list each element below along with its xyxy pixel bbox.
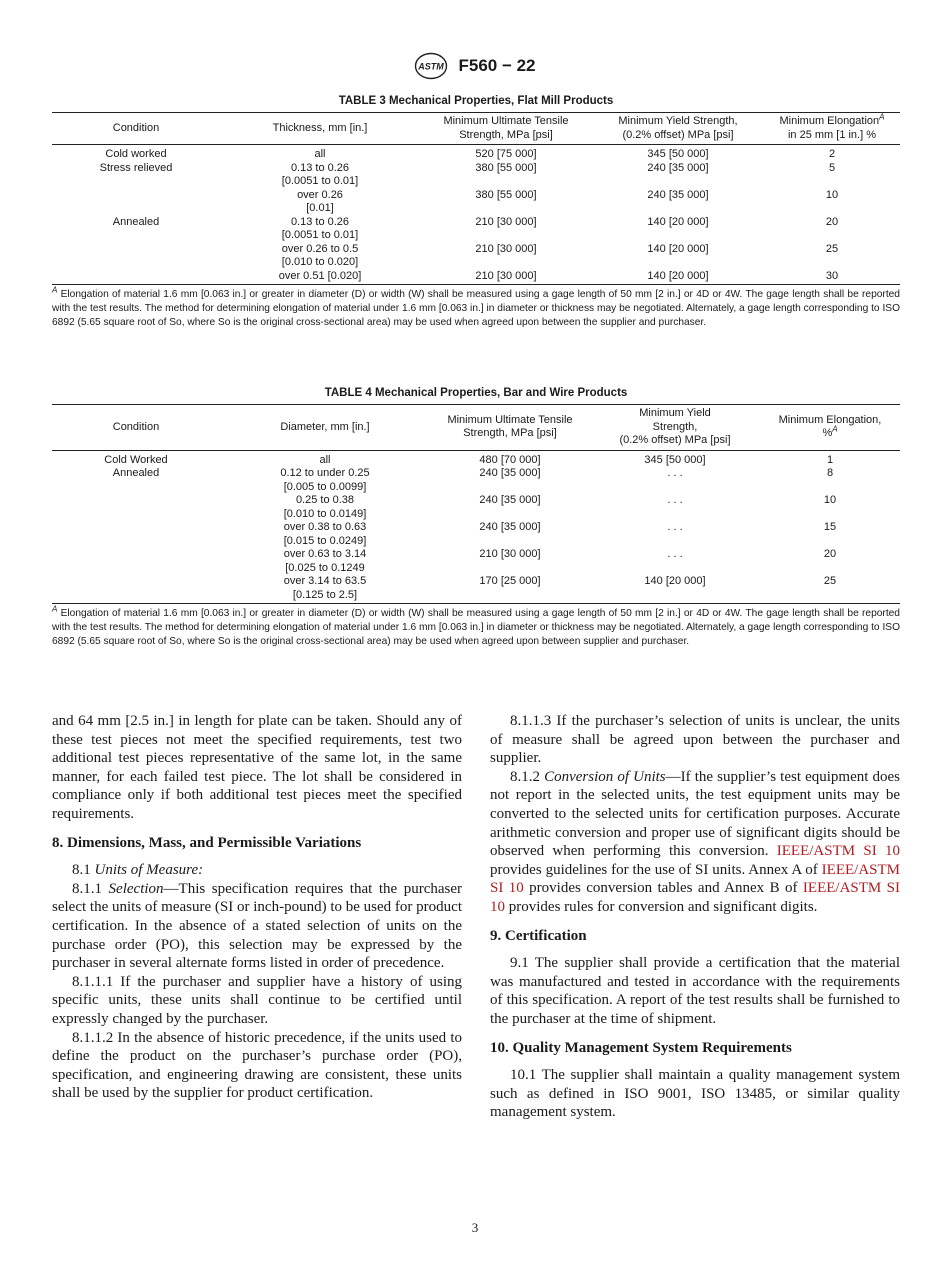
table-row: over 0.26 [0.01] 380 [55 000] 240 [35 000] 10 [297, 188, 839, 214]
table-row: over 0.38 to 0.63 [0.015 to 0.0249] 240 [35 000] . . . 15 [283, 521, 837, 547]
table-row: over 3.14 to 63.5 [0.125 to 2.5] 170 [25 000] 140 [20 000] 25 [283, 575, 837, 601]
astm-logo-icon [414, 52, 448, 80]
col-header-uts: Minimum Ultimate Tensile Strength, MPa [psi] [430, 405, 590, 451]
table-row: Cold worked all 520 [75 000] 345 [50 000] 2 [105, 148, 836, 160]
col-header-yield: Minimum Yield Strength, (0.2% offset) MPa [psi] [592, 113, 764, 145]
col-header-yield: Minimum Yield Strength, (0.2% offset) MPa [psi] [590, 405, 760, 451]
table-row: 0.25 to 0.38 [0.010 to 0.0149] 240 [35 000] . . . 10 [283, 494, 837, 520]
col-header-elongation: Minimum Elongation, %$^A$ [760, 405, 900, 451]
table-3-footnote: $^A$ Elongation of material 1.6 mm [0.063 in.] or greater in diameter (D) or width (W) shall be measured using a gage length of 50 mm [2 in.] or 4D or 4W. The gage length shall be reported with the test results. The method for determining elongation of material under 1.6 mm [0.063 in.] in diameter or thickness may be negotiated. Alternately, a gage length corresponding to ISO 6892 (5.65 square root of So, where So is the original cross-sectional area) may be used when agreed upon between the supplier and purchaser. [52, 285, 900, 329]
col-header-uts: Minimum Ultimate Tensile Strength, MPa [psi] [420, 113, 592, 145]
page-header [0, 52, 950, 86]
page-number: 3 [471, 1220, 479, 1235]
paragraph-8-1-2: 8.1.2 Conversion of Units—If the supplier’s test equipment does not report in the selected units, the test equipment units may be converted to the selected units for certification purposes. Accurate arithmetic conversion and proper use of significant digits should be observed when performing this conversion. IEEE/ASTM SI 10 provides guidelines for the use of SI units. Annex A of IEEE/ASTM SI 10 provides conversion tables and Annex B of IEEE/ASTM SI 10 provides rules for conversion and significant digits. [490, 768, 901, 915]
section-9-heading: 9. Certification [490, 927, 587, 944]
paragraph-8-1-1: 8.1.1 Selection—This specification requires that the purchaser select the units of measure (SI or inch-pound) to be used for product certification. In the absence of a stated selection of units on the purchase order (PO), this selection may be expressed by the purchaser in several alternate forms listed in order of precedence. [52, 880, 462, 972]
table-row: over 0.63 to 3.14 [0.025 to 0.1249 210 [30 000] . . . 20 [283, 548, 837, 574]
table-4 [52, 387, 900, 650]
table-3-caption: TABLE 3 Mechanical Properties, Flat Mill Products [338, 95, 614, 107]
paragraph-8-1-1-1: 8.1.1.1 If the purchaser and supplier have a history of using specific units, these units shall continue to be certified until expressly changed by the purchaser. [52, 973, 462, 1027]
paragraph-9-1: 9.1 The supplier shall provide a certification that the material was manufactured and tested in accordance with the requirements of this specification. A report of the test results shall be furnished to the purchaser at the time of shipment. [490, 955, 900, 1027]
ieee-astm-si10-link[interactable]: IEEE/ASTM SI 10 [490, 861, 900, 897]
table-4-caption: TABLE 4 Mechanical Properties, Bar and Wire Products [324, 387, 628, 399]
col-header-elongation: Minimum Elongation$^A$ in 25 mm [1 in.] % [764, 113, 900, 145]
table-row: Annealed 0.12 to under 0.25 [0.005 to 0.0099] 240 [35 000] . . . 8 [112, 467, 834, 493]
table-3-grid [52, 112, 900, 285]
paragraph-8-1-1-2: 8.1.1.2 In the absence of historic precedence, if the units used to define the product on the purchaser’s purchase order (PO), specification, and engineering drawing are consistent, these units shall be used by the supplier for product certification. [52, 1029, 462, 1102]
col-header-diameter: Diameter, mm [in.] [220, 405, 430, 451]
table-4-footnote: $^A$ Elongation of material 1.6 mm [0.063 in.] or greater in diameter (D) or width (W) shall be measured using a gage length of 50 mm [2 in.] or 4D or 4W. The gage length shall be reported with the test results. The method for determining elongation of material under 1.6 mm [0.063 in.] in diameter or thickness may be negotiated. Alternately, a gage length corresponding to ISO 6892 (5.65 square root of So, where So is the original cross-sectional area) may be used when agreed upon between supplier and purchaser. [52, 604, 900, 648]
left-column [52, 712, 462, 1103]
table-row: over 0.51 [0.020] 210 [30 000] 140 [20 000] 30 [278, 269, 839, 282]
table-4-grid [52, 404, 900, 604]
table-row: Stress relieved 0.13 to 0.26 [0.0051 to 0.01] 380 [55 000] 240 [35 000] 5 [99, 161, 836, 187]
paragraph-8-1: 8.1 Units of Measure: [72, 862, 204, 879]
paragraph-8-1-1-3: 8.1.1.3 If the purchaser’s selection of units is unclear, the units of measure shall be agreed upon between the purchaser and supplier. [490, 713, 900, 767]
table-row: over 0.26 to 0.5 [0.010 to 0.020] 210 [30 000] 140 [20 000] 25 [281, 242, 839, 268]
standard-designation: F560 − 22 [458, 56, 536, 75]
svg-text:ASTM: ASTM [418, 61, 445, 72]
ieee-astm-si10-link[interactable]: IEEE/ASTM SI 10 [490, 880, 901, 915]
ieee-astm-si10-link[interactable]: IEEE/ASTM SI 10 [776, 843, 900, 860]
section-8-heading: 8. Dimensions, Mass, and Permissible Variations [52, 834, 362, 851]
col-header-thickness: Thickness, mm [in.] [220, 113, 420, 145]
paragraph-10-1: 10.1 The supplier shall maintain a quality management system such as defined in ISO 9001, ISO 13485, or similar quality management system. [490, 1067, 900, 1121]
col-header-condition: Condition [52, 405, 220, 451]
table-row: Cold Worked all 480 [70 000] 345 [50 000] 1 [104, 453, 834, 466]
table-3 [52, 95, 900, 331]
table-row: Annealed 0.13 to 0.26 [0.0051 to 0.01] 210 [30 000] 140 [20 000] 20 [112, 215, 839, 241]
right-column [490, 712, 900, 1122]
col-header-condition: Condition [52, 113, 220, 145]
section-10-heading: 10. Quality Management System Requirements [490, 1039, 792, 1056]
continued-paragraph: and 64 mm [2.5 in.] in length for plate can be taken. Should any of these test pieces not meet the specified requirements, test two additional test pieces representative of the same lot, in the same manner, for each failed test piece. The lot shall be considered in compliance only if both additional test pieces meet the specified requirements. [52, 713, 462, 822]
